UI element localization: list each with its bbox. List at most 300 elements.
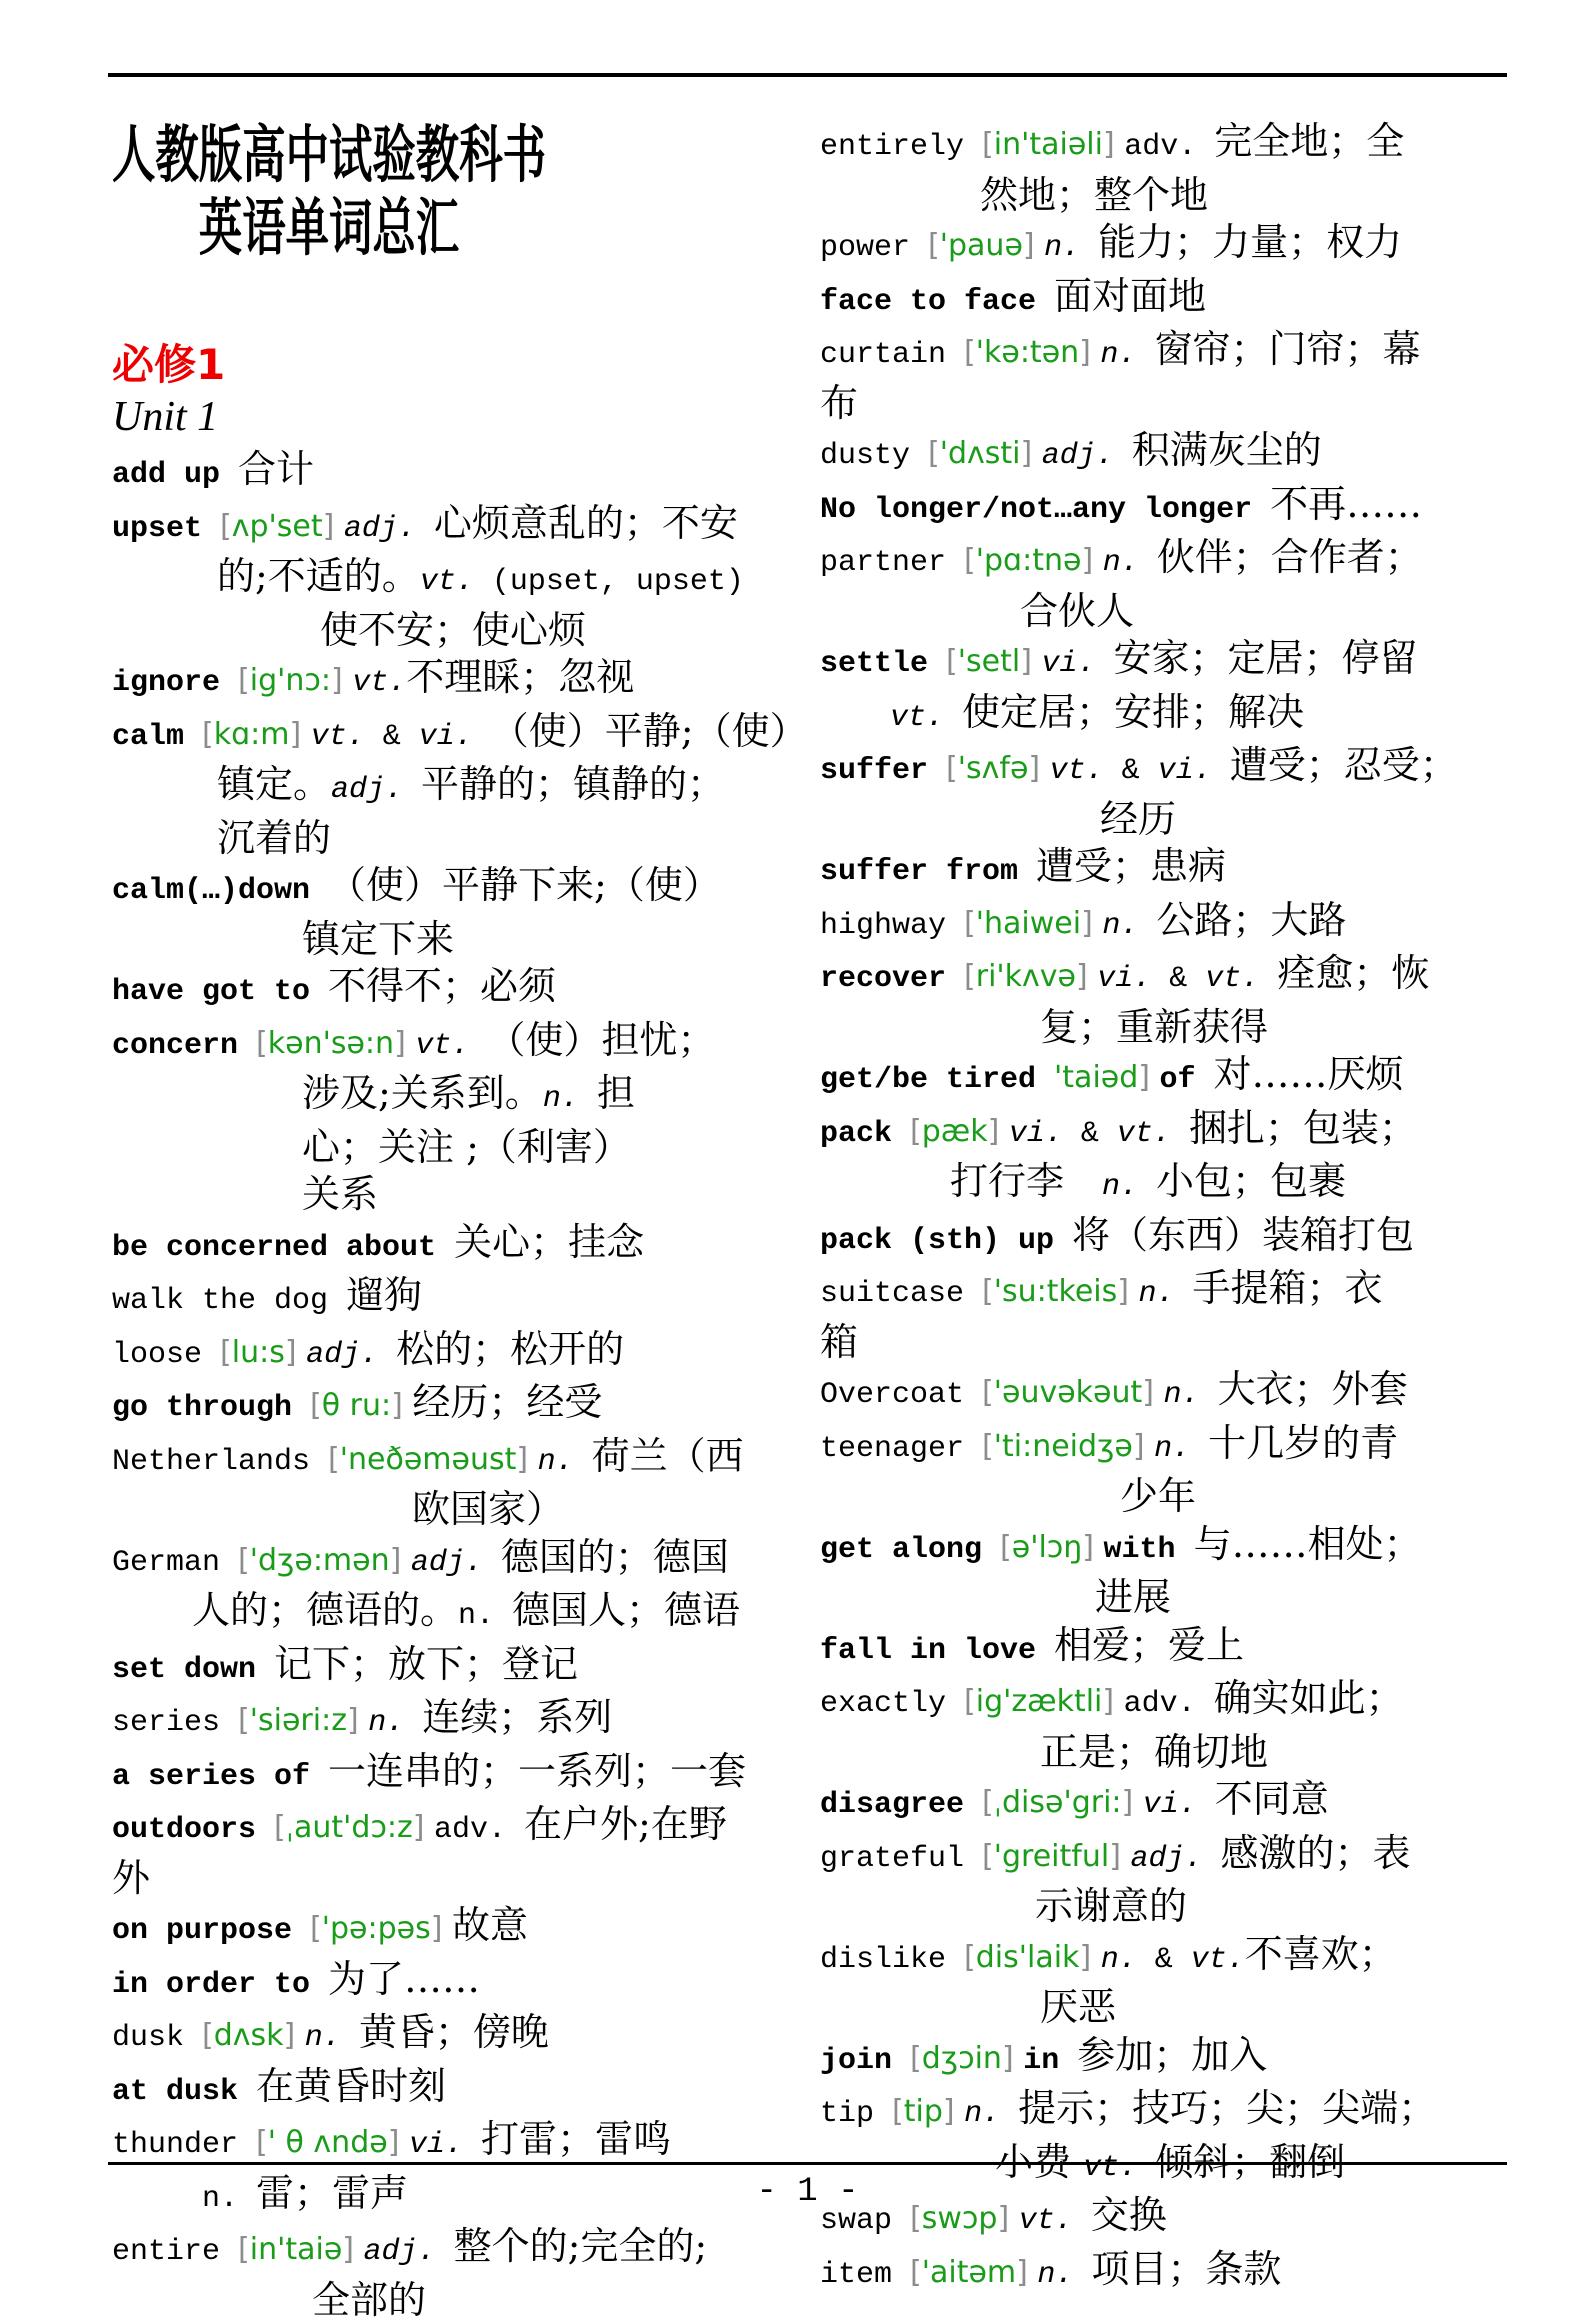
vocab-entry <box>820 1931 1512 2032</box>
vocab-line <box>112 708 804 762</box>
text-segment-c: 关心；挂念 <box>454 1220 644 1264</box>
section-label: 必修1 <box>112 340 804 390</box>
vocab-line <box>112 500 804 554</box>
text-segment-c: 倾斜；翻倒 <box>1155 2140 1345 2184</box>
text-segment-b: set down <box>112 1653 274 1687</box>
text-segment-g: ] <box>1081 543 1102 578</box>
text-segment-c: 示谢意的 <box>1035 1884 1187 1928</box>
text-segment-g: ] <box>431 1911 452 1946</box>
text-segment-r: loose <box>112 1338 220 1372</box>
vocab-line <box>112 607 804 655</box>
text-segment-b: calm(…)down <box>112 874 328 908</box>
vocab-line <box>820 1105 1512 1159</box>
text-segment-i: n. <box>1103 546 1157 580</box>
header-rule <box>108 73 1507 77</box>
text-segment-c: 遛狗 <box>346 1273 422 1317</box>
vocab-line <box>112 1433 804 1487</box>
text-segment-c: 小包；包裹 <box>1156 1159 1346 1203</box>
vocab-line <box>820 1265 1512 1319</box>
text-segment-g: [ <box>328 1442 340 1477</box>
vocab-line <box>820 172 1512 220</box>
vocab-entry <box>820 1420 1512 1521</box>
text-segment-i: adj. <box>411 1546 501 1580</box>
text-segment-b: on purpose <box>112 1914 310 1948</box>
text-segment-g: ] <box>347 1703 368 1738</box>
text-segment-c: 在户外;在野 <box>524 1802 727 1846</box>
text-segment-c: 镇定。 <box>217 762 331 806</box>
text-segment-i: vt. <box>1019 2204 1091 2238</box>
text-segment-r: & <box>1155 1943 1191 1977</box>
text-segment-c: 涉及;关系到。 <box>302 1071 543 1115</box>
vocab-line <box>820 1883 1512 1931</box>
text-segment-g: ] <box>1117 1274 1138 1309</box>
text-segment-b: go through <box>112 1391 310 1425</box>
text-segment-i: n. <box>305 2021 359 2055</box>
text-segment-i: adj. <box>364 2235 454 2269</box>
text-segment-r: suitcase <box>820 1277 982 1311</box>
text-segment-g: ] <box>1109 1839 1130 1874</box>
text-segment-g: ] <box>413 1810 434 1845</box>
text-segment-p: 'taiəd <box>1054 1060 1138 1095</box>
text-segment-c: 连续；系列 <box>422 1695 612 1739</box>
text-segment-g: ] <box>388 2125 409 2160</box>
text-segment-g: ] <box>516 1442 537 1477</box>
text-segment-b: concern <box>112 1029 256 1063</box>
vocab-entry <box>820 1675 1512 1776</box>
vocab-line <box>112 1902 804 1956</box>
vocab-line <box>820 2246 1512 2300</box>
text-segment-c: 合伙人 <box>1020 589 1134 633</box>
text-segment-g: ] <box>1138 1060 1159 1095</box>
text-segment-g: [ <box>964 959 976 994</box>
text-segment-i: vt. <box>1191 1943 1245 1977</box>
text-segment-b: calm <box>112 720 202 754</box>
text-segment-c: 然地；整个地 <box>980 173 1208 217</box>
text-segment-g: [ <box>310 1388 322 1423</box>
text-segment-g: [ <box>964 335 976 370</box>
text-segment-i: vi. <box>1041 647 1113 681</box>
vocab-line <box>112 916 804 964</box>
vocab-line <box>112 1017 804 1071</box>
footer-rule <box>108 2162 1507 2211</box>
text-segment-i: vt. <box>415 1029 487 1063</box>
vocab-entry <box>112 446 804 500</box>
vocab-entry <box>112 654 804 708</box>
vocab-line <box>820 588 1512 636</box>
text-segment-g: [ <box>982 1375 994 1410</box>
vocab-entry <box>820 118 1512 219</box>
text-segment-c: 遭受；患病 <box>1036 844 1226 888</box>
vocab-line <box>820 427 1512 481</box>
text-segment-i: n. <box>538 1445 592 1479</box>
text-segment-g: [ <box>964 543 976 578</box>
text-segment-r: grateful <box>820 1842 982 1876</box>
text-segment-r: entirely <box>820 130 982 164</box>
text-segment-c: 项目；条款 <box>1091 2247 1281 2291</box>
text-segment-c: 平静的；镇静的； <box>421 762 725 806</box>
vocab-line <box>112 1272 804 1326</box>
text-segment-p: 'pɑ:tnə <box>976 543 1082 578</box>
vocab-entry <box>112 1219 804 1273</box>
text-segment-g: ] <box>1082 1530 1103 1565</box>
vocab-entry <box>820 1265 1512 1366</box>
text-segment-p: 'siəri:z <box>250 1703 347 1738</box>
vocab-line <box>112 963 804 1017</box>
vocab-line <box>112 1855 804 1903</box>
text-segment-b: disagree <box>820 1788 982 1822</box>
vocab-line <box>820 950 1512 1004</box>
vocab-line <box>820 534 1512 588</box>
vocab-list-left <box>112 446 804 2324</box>
vocab-line <box>820 273 1512 327</box>
text-segment-g: [ <box>220 509 232 544</box>
text-segment-i: n. <box>1101 1943 1155 1977</box>
text-segment-r: & <box>1081 1117 1117 1151</box>
text-segment-r: partner <box>820 546 964 580</box>
text-segment-b: suffer <box>820 754 946 788</box>
text-segment-p: ˌdisə'gri: <box>994 1785 1122 1820</box>
vocab-entry <box>112 1534 804 1641</box>
text-segment-p: in'taiə <box>250 2232 343 2267</box>
text-segment-c: 交换 <box>1091 2193 1167 2237</box>
text-segment-g: ] <box>1079 1940 1100 1975</box>
vocab-line <box>112 654 804 708</box>
text-segment-r: curtain <box>820 338 964 372</box>
vocab-line <box>112 2277 804 2324</box>
text-segment-b: be concerned about <box>112 1231 454 1265</box>
text-segment-g: [ <box>910 1114 922 1149</box>
text-segment-g: [ <box>202 717 214 752</box>
text-segment-g: ] <box>988 1114 1009 1149</box>
text-segment-r: tip <box>820 2097 892 2131</box>
text-segment-c: 遭受；忍受； <box>1230 743 1458 787</box>
vocab-entry <box>820 1776 1512 1830</box>
text-segment-b: outdoors <box>112 1813 274 1847</box>
text-segment-i: n. <box>964 2097 1018 2131</box>
text-segment-c: 积满灰尘的 <box>1132 428 1322 472</box>
text-segment-c: 提示；技巧；尖；尖端； <box>1018 2086 1436 2130</box>
text-segment-r: series <box>112 1706 238 1740</box>
vocab-entry <box>820 1521 1512 1622</box>
vocab-entry <box>820 2246 1512 2300</box>
vocab-entry <box>820 1622 1512 1676</box>
text-segment-c: 不同意 <box>1215 1777 1329 1821</box>
text-segment-c: 黄昏；傍晚 <box>359 2010 549 2054</box>
text-segment-c: 关系 <box>302 1172 378 1216</box>
text-segment-i: adj. <box>306 1338 396 1372</box>
vocab-line <box>112 862 804 916</box>
vocab-line <box>820 843 1512 897</box>
text-segment-p: ri'kʌvə <box>976 959 1076 994</box>
vocab-entry <box>820 950 1512 1051</box>
vocab-entry <box>112 862 804 963</box>
vocab-line <box>820 1675 1512 1729</box>
text-segment-g: ] <box>1002 2041 1023 2076</box>
vocab-line <box>820 897 1512 951</box>
vocab-entry <box>112 1379 804 1433</box>
text-segment-c: 参加；加入 <box>1077 2033 1267 2077</box>
text-segment-c: 将（东西）装箱打包 <box>1072 1213 1414 1257</box>
vocab-line <box>112 815 804 863</box>
vocab-line <box>112 761 804 815</box>
text-segment-g: ] <box>289 717 310 752</box>
text-segment-g: ] <box>1023 228 1044 263</box>
vocab-line <box>112 2063 804 2117</box>
text-segment-b: at dusk <box>112 2075 256 2109</box>
text-segment-b: pack <box>820 1117 910 1151</box>
text-segment-c: 对……厌烦 <box>1214 1052 1404 1096</box>
vocab-entry <box>820 427 1512 481</box>
text-segment-i: vi. <box>419 720 491 754</box>
text-segment-g: ] <box>394 1026 415 1061</box>
vocab-line <box>112 1641 804 1695</box>
text-segment-b: of <box>1160 1063 1214 1097</box>
text-segment-i: vi. <box>1143 1788 1215 1822</box>
text-segment-b: in <box>1023 2044 1077 2078</box>
vocab-line <box>112 1486 804 1534</box>
document-title <box>112 118 546 264</box>
text-segment-p: 'dʌsti <box>940 436 1021 471</box>
vocab-entry <box>112 1748 804 1802</box>
vocab-line <box>820 796 1512 844</box>
text-segment-b: in order to <box>112 1968 328 2002</box>
text-segment-r: highway <box>820 909 964 943</box>
text-segment-b: fall in love <box>820 1634 1054 1668</box>
text-segment-c: 布 <box>820 381 858 425</box>
text-segment-c: 外 <box>112 1856 150 1900</box>
text-segment-i: vi. <box>409 2128 481 2162</box>
text-segment-g: [ <box>910 2041 922 2076</box>
text-segment-c: 完全地；全 <box>1214 119 1404 163</box>
text-segment-c: 担 <box>597 1071 635 1115</box>
text-segment-p: ʌp'set <box>232 509 323 544</box>
text-segment-g: ] <box>997 2201 1018 2236</box>
vocab-entry <box>820 273 1512 327</box>
text-segment-c: 沉着的 <box>217 816 331 860</box>
text-segment-b: upset <box>112 512 220 546</box>
text-segment-b: ignore <box>112 666 238 700</box>
vocab-line <box>820 1984 1512 2032</box>
text-segment-p: tip <box>904 2094 943 2129</box>
vocab-entry <box>112 2009 804 2063</box>
text-segment-b: get along <box>820 1533 1000 1567</box>
vocab-line <box>112 446 804 500</box>
text-segment-b: join <box>820 2044 910 2078</box>
vocab-entry <box>820 326 1512 427</box>
text-segment-i: vt. <box>890 701 962 735</box>
vocab-line <box>820 1420 1512 1474</box>
text-segment-b: have got to <box>112 975 328 1009</box>
text-segment-i: n. <box>1102 909 1156 943</box>
text-segment-g: ] <box>342 2232 363 2267</box>
text-segment-r: & <box>1169 962 1205 996</box>
vocab-line <box>820 1004 1512 1052</box>
text-segment-c: 雷；雷声 <box>256 2171 408 2215</box>
text-segment-i: n. <box>1164 1378 1218 1412</box>
text-segment-b: add up <box>112 458 238 492</box>
title-line-1: 人教版高中试验教科书 <box>112 118 546 191</box>
text-segment-r: adv. <box>434 1813 524 1847</box>
text-segment-r: & <box>1122 754 1158 788</box>
text-segment-c: 不喜欢； <box>1245 1932 1397 1976</box>
text-segment-g: ] <box>1021 436 1042 471</box>
text-segment-c: 记下；放下；登记 <box>274 1642 578 1686</box>
text-segment-r: n. <box>202 2182 256 2216</box>
text-segment-g: [ <box>982 1839 994 1874</box>
text-segment-c: 大衣；外套 <box>1218 1367 1408 1411</box>
vocab-entry <box>820 1366 1512 1420</box>
page-content <box>112 118 1512 2324</box>
text-segment-i: adj. <box>1042 439 1132 473</box>
text-segment-i: n. <box>1100 338 1154 372</box>
text-segment-i: n. <box>1139 1277 1193 1311</box>
text-segment-i: adj. <box>344 512 434 546</box>
text-segment-g: [ <box>928 436 940 471</box>
text-segment-p: 'ti:neidʒə <box>994 1429 1133 1464</box>
text-segment-c: 厌恶 <box>1040 1985 1116 2029</box>
text-segment-g: [ <box>310 1911 322 1946</box>
text-segment-c: 使不安；使心烦 <box>320 608 586 652</box>
vocab-entry <box>820 481 1512 535</box>
text-segment-c: 痊愈；恢 <box>1277 951 1429 995</box>
text-segment-p: 'setl <box>958 644 1020 679</box>
vocab-line <box>820 1931 1512 1985</box>
text-segment-g: [ <box>238 1543 250 1578</box>
text-segment-b: face to face <box>820 285 1054 319</box>
text-segment-p: 'dʒə:mən <box>250 1543 390 1578</box>
text-segment-c: 德国人；德语 <box>512 1588 740 1632</box>
vocab-entry <box>820 742 1512 843</box>
text-segment-c: 在黄昏时刻 <box>256 2064 446 2108</box>
text-segment-p: kən'sə:n <box>268 1026 394 1061</box>
vocab-entry <box>112 1641 804 1695</box>
text-segment-c: 打行李 <box>950 1159 1102 1203</box>
text-segment-g: [ <box>982 1274 994 1309</box>
text-segment-c: 合计 <box>238 447 314 491</box>
vocab-line <box>112 1748 804 1802</box>
text-segment-g: ] <box>284 2018 305 2053</box>
text-segment-i: vt. <box>311 720 383 754</box>
vocab-line <box>112 1956 804 2010</box>
vocab-line <box>820 326 1512 380</box>
text-segment-i: vt. <box>1083 2151 1155 2185</box>
text-segment-i: vi. <box>1009 1117 1081 1151</box>
text-segment-b: suffer from <box>820 855 1036 889</box>
text-segment-c: 相爱；爱上 <box>1054 1623 1244 1667</box>
text-segment-c: 经历 <box>1100 797 1176 841</box>
text-segment-g: [ <box>982 1785 994 1820</box>
text-segment-g: [ <box>946 751 958 786</box>
text-segment-g: ] <box>391 1388 412 1423</box>
text-segment-g: ] <box>1020 644 1041 679</box>
vocab-line <box>820 1212 1512 1266</box>
text-segment-r: exactly <box>820 1687 964 1721</box>
text-segment-c: 窗帘；门帘；幕 <box>1154 327 1420 371</box>
text-segment-g: ] <box>1103 127 1124 162</box>
vocab-line <box>112 1070 804 1124</box>
text-segment-i: vt. <box>1117 1117 1189 1151</box>
vocab-entry <box>112 1326 804 1380</box>
text-segment-i: n. <box>543 1082 597 1116</box>
text-segment-c: 小费 <box>995 2140 1083 2184</box>
text-segment-g: ] <box>1081 906 1102 941</box>
text-segment-r: (upset, upset) <box>492 565 744 599</box>
text-segment-b: with <box>1104 1533 1194 1567</box>
text-segment-r: dislike <box>820 1943 964 1977</box>
text-segment-r: adv. <box>1124 130 1214 164</box>
text-segment-g: ] <box>1076 959 1097 994</box>
text-segment-c: 全部的 <box>312 2278 426 2322</box>
text-segment-p: ' θ ʌndə <box>268 2125 388 2160</box>
vocab-list-right <box>820 118 1512 2299</box>
vocab-line <box>820 1574 1512 1622</box>
text-segment-c: 人的；德语的。 <box>192 1588 458 1632</box>
text-segment-g: [ <box>892 2094 904 2129</box>
text-segment-c: 不得不；必须 <box>328 964 556 1008</box>
text-segment-g: [ <box>238 1703 250 1738</box>
vocab-line <box>112 553 804 607</box>
text-segment-p: 'pauə <box>940 228 1023 263</box>
text-segment-g: [ <box>256 2125 268 2160</box>
text-segment-c: 经历；经受 <box>412 1380 602 1424</box>
text-segment-c: 的;不适的。 <box>217 554 420 598</box>
text-segment-g: ] <box>1102 1684 1123 1719</box>
text-segment-g: [ <box>964 906 976 941</box>
text-segment-g: [ <box>964 1684 976 1719</box>
text-segment-p: in'taiəli <box>994 127 1103 162</box>
text-segment-c: 手提箱；衣 <box>1193 1266 1383 1310</box>
vocab-entry <box>112 1902 804 1956</box>
vocab-line <box>820 1622 1512 1676</box>
vocab-line <box>112 1534 804 1588</box>
text-segment-r: dusk <box>112 2021 202 2055</box>
text-segment-c: 确实如此； <box>1214 1676 1404 1720</box>
text-segment-i: n. <box>1037 2258 1091 2292</box>
text-segment-c: 少年 <box>1120 1474 1196 1518</box>
vocab-line <box>112 1171 804 1219</box>
text-segment-p: 'haiwei <box>976 906 1081 941</box>
text-segment-c: 十几岁的青 <box>1208 1421 1398 1465</box>
text-segment-g: [ <box>274 1810 286 1845</box>
text-segment-c: 面对面地 <box>1054 274 1206 318</box>
text-segment-i: vi. <box>1158 754 1230 788</box>
vocab-line <box>820 481 1512 535</box>
text-segment-c: 复；重新获得 <box>1040 1005 1268 1049</box>
text-segment-g: ] <box>943 2094 964 2129</box>
vocab-line <box>820 689 1512 743</box>
text-segment-r: dusty <box>820 439 928 473</box>
vocab-line <box>820 1158 1512 1212</box>
text-segment-g: [ <box>910 2201 922 2236</box>
vocab-entry <box>820 635 1512 742</box>
text-segment-p: θ ru: <box>322 1388 391 1423</box>
text-segment-g: [ <box>964 1940 976 1975</box>
vocab-line <box>112 2009 804 2063</box>
text-segment-p: 'pə:pəs <box>322 1911 431 1946</box>
text-segment-c: 心；关注 ;（利害） <box>302 1125 631 1169</box>
text-segment-i: n. <box>1102 1170 1156 1204</box>
vocab-entry <box>112 1433 804 1534</box>
text-segment-c: 感激的；表 <box>1220 1831 1410 1875</box>
text-segment-p: ə'lɔŋ <box>1012 1530 1083 1565</box>
vocab-entry <box>112 1694 804 1748</box>
text-segment-p: 'aitəm <box>922 2255 1016 2290</box>
text-segment-c: 故意 <box>452 1903 528 1947</box>
vocab-line <box>820 2032 1512 2086</box>
text-segment-r: walk the dog <box>112 1284 346 1318</box>
vocab-entry <box>820 2032 1512 2086</box>
vocab-line <box>112 1124 804 1172</box>
